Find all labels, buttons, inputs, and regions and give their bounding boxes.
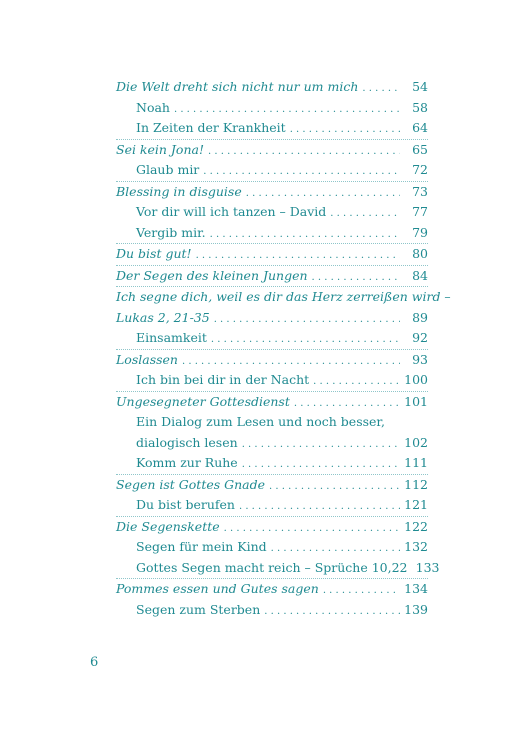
toc-entry-title: Die Segenskette [116,518,220,534]
toc-page-number: 73 [412,183,428,199]
toc-page-number: 65 [412,141,428,157]
dot-leader [224,519,400,540]
toc-subentry[interactable] [116,98,428,119]
dot-leader [330,204,400,225]
toc-entry[interactable] [116,77,428,98]
toc-entry-title: Pommes essen und Gutes sagen [116,581,319,596]
toc-page-number: 139 [404,601,428,617]
dot-leader [362,79,400,100]
toc-section [116,77,428,140]
toc-subentry[interactable] [116,558,440,579]
dot-leader [214,310,400,331]
toc-subentry[interactable] [116,202,428,223]
dot-leader [264,602,400,623]
toc-entry-title: Ungesegneter Gottesdienst [116,393,290,409]
toc-entry-title: Ich segne dich, weil es dir das Herz zerreißen wird – [116,289,451,304]
toc-subentry[interactable] [116,223,428,244]
toc-section [116,266,428,288]
dot-leader [182,352,400,373]
toc-page-number: 112 [404,476,428,492]
toc-section [116,517,440,580]
toc-entry[interactable] [116,392,428,413]
dot-leader [271,539,400,560]
toc-entry-title: Ein Dialog zum Lesen und noch besser, [136,414,385,429]
toc-page-number: 101 [404,393,428,409]
toc-section [116,475,428,517]
toc-page-number: 80 [412,246,428,261]
toc-section [116,140,428,182]
toc-entry-title: Segen ist Gottes Gnade [116,476,266,492]
toc-entry[interactable] [116,244,428,265]
toc-subentry[interactable] [116,495,428,516]
toc-page-number: 93 [412,351,428,367]
toc-entry-title: Noah [136,99,170,115]
toc-page-number: 72 [412,162,428,177]
toc-entry-title: Segen für mein Kind [136,539,267,554]
toc-entry-title: Du bist gut! [116,246,192,261]
page-number: 6 [90,655,99,670]
toc-subentry[interactable] [116,600,428,621]
table-of-contents [116,77,451,620]
dot-leader [208,142,400,163]
toc-subentry[interactable] [116,160,428,181]
toc-subentry[interactable] [116,537,428,558]
dot-leader [210,225,400,246]
toc-entry-title: Loslassen [116,351,178,367]
toc-page-number: 77 [412,204,428,219]
toc-entry[interactable] [116,517,428,538]
toc-entry-title: Segen zum Sterben [136,601,261,617]
toc-entry-title: Lukas 2, 21-35 [116,309,210,325]
toc-entry[interactable] [116,266,428,287]
toc-page-number: 122 [404,518,428,534]
toc-section [116,182,428,245]
toc-entry-title: Glaub mir [136,162,200,177]
toc-entry-title: Vergib mir. [136,224,206,240]
toc-entry-title: Ich bin bei dir in der Nacht [136,372,310,387]
toc-page-number: 79 [412,224,428,240]
toc-section [116,392,428,475]
toc-entry-title: Sei kein Jona! [116,141,204,157]
toc-page-number: 64 [412,120,428,135]
dot-leader [242,455,400,476]
toc-entry[interactable] [116,182,428,203]
dot-leader [246,184,400,205]
dot-leader [203,162,400,183]
toc-subentry[interactable] [116,118,428,139]
toc-entry-title: Komm zur Ruhe [136,455,238,470]
toc-page-number: 132 [404,539,428,554]
toc-entry[interactable] [116,579,428,600]
dot-leader [242,435,400,456]
toc-page-number: 121 [404,497,428,512]
dot-leader [290,120,400,141]
toc-entry[interactable] [116,308,428,329]
toc-subentry[interactable] [116,328,428,349]
toc-entry-title: dialogisch lesen [136,434,238,450]
toc-entry[interactable] [116,350,428,371]
toc-page-number: 102 [404,434,428,450]
dot-leader [174,100,400,121]
toc-entry-title: Vor dir will ich tanzen – David [136,204,327,219]
toc-page-number: 134 [404,581,428,596]
toc-entry-title: Die Welt dreht sich nicht nur um mich [116,79,359,94]
toc-page-number: 84 [412,267,428,283]
toc-section [116,287,451,350]
dot-leader [313,372,400,393]
toc-entry[interactable] [116,140,428,161]
dot-leader [239,497,400,518]
toc-entry[interactable] [116,287,451,308]
toc-page-number: 111 [404,455,428,470]
toc-entry-title: Du bist berufen [136,497,235,512]
dot-leader [323,581,400,602]
toc-entry[interactable] [116,475,428,496]
toc-page-number: 133 [415,559,440,575]
toc-entry-title: Einsamkeit [136,330,207,345]
toc-page-number: 89 [412,309,428,325]
dot-leader [294,394,400,415]
dot-leader [196,246,400,267]
dot-leader [312,268,400,289]
toc-subentry[interactable] [116,412,428,433]
toc-page-number: 100 [404,372,428,387]
toc-page-number: 54 [412,79,428,94]
toc-entry-title: Blessing in disguise [116,183,242,199]
toc-subentry[interactable] [116,453,428,474]
toc-section [116,579,428,620]
toc-subentry[interactable] [116,433,428,454]
toc-page-number: 58 [412,99,428,115]
toc-section [116,350,428,392]
toc-entry-title: Der Segen des kleinen Jungen [116,267,308,283]
toc-page-number: 92 [412,330,428,345]
toc-section [116,244,428,266]
dot-leader [269,477,400,498]
toc-entry-title: In Zeiten der Krankheit [136,120,286,135]
toc-subentry[interactable] [116,370,428,391]
dot-leader [211,330,400,351]
toc-entry-title: Gottes Segen macht reich – Sprüche 10,22 [136,559,408,575]
